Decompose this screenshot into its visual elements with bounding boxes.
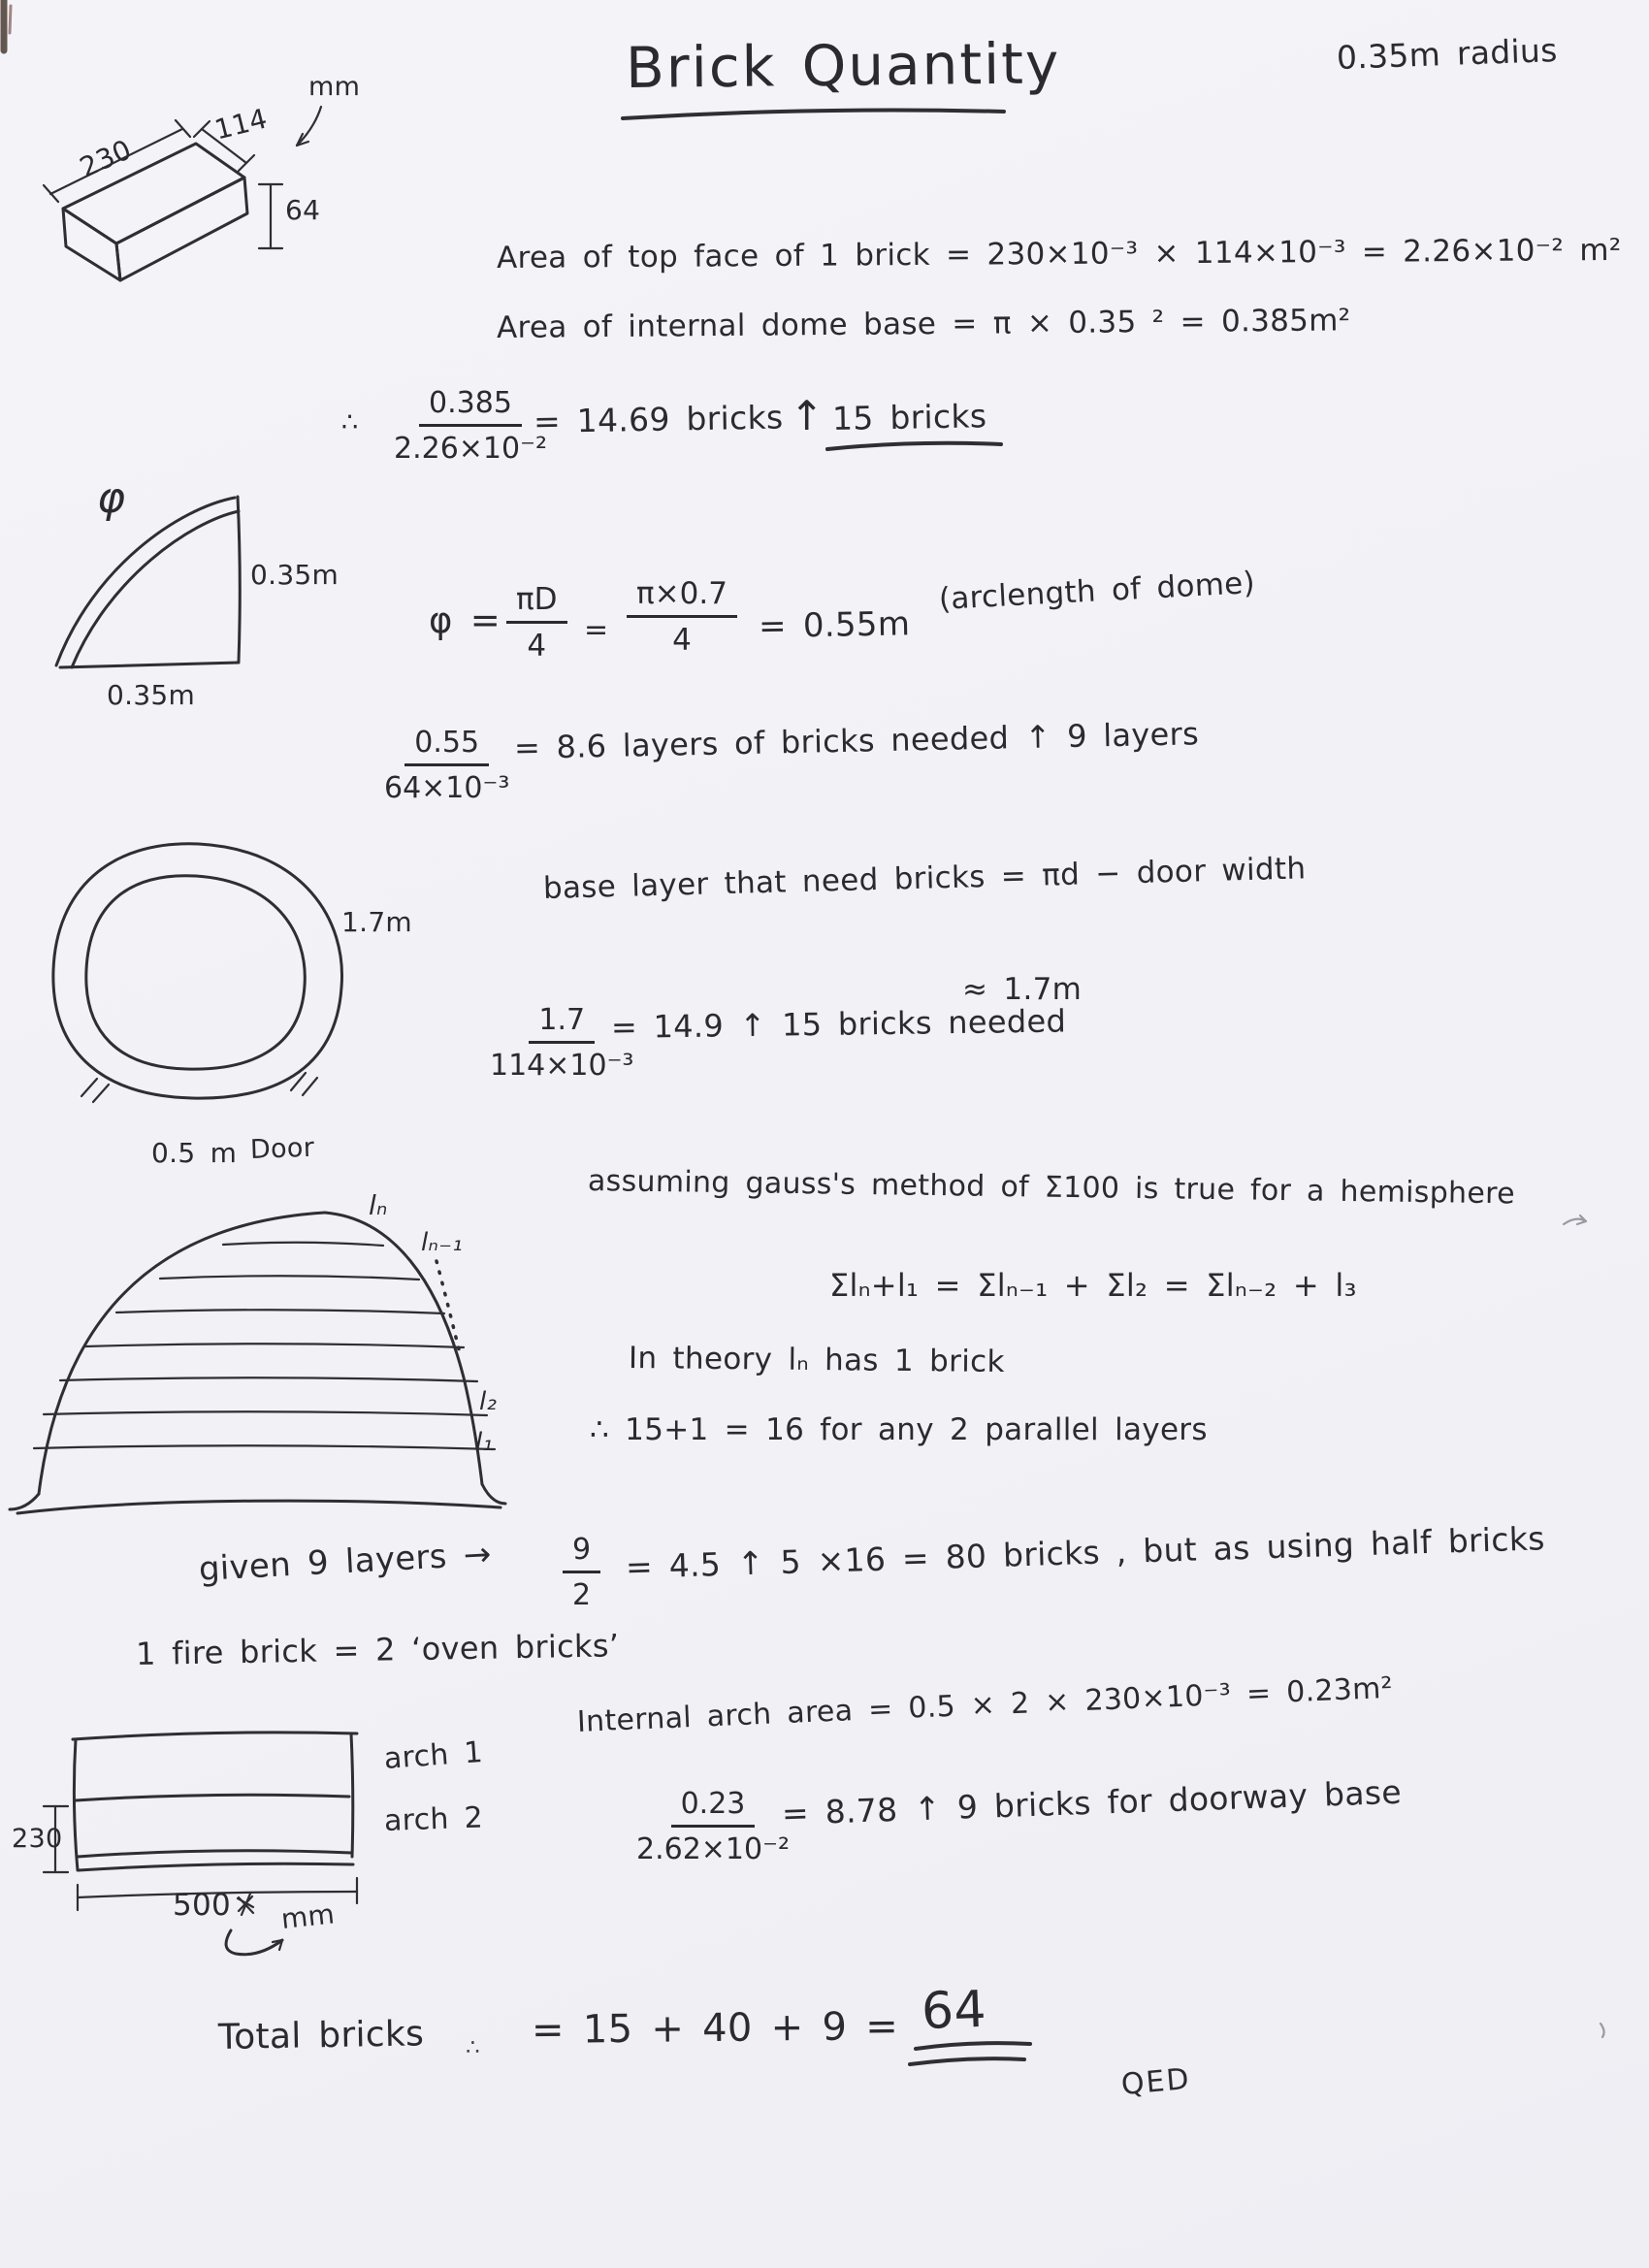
gauss-assumption-line: assuming gauss's method of Σ100 is true for a hemisphere <box>587 1164 1516 1212</box>
fraction-denominator: 2.26×10⁻² <box>394 432 547 466</box>
brick-sketch <box>44 107 321 280</box>
arch-length-label: 500 <box>173 1888 232 1923</box>
arch-depth-label: 230 <box>12 1824 63 1854</box>
fraction-denominator: 2 <box>572 1578 592 1612</box>
base-layer-value: ≈ 1.7m <box>962 972 1083 1007</box>
gauss-theory-line: In theory lₙ has 1 brick <box>628 1341 1005 1380</box>
fraction-numerator: πD <box>506 582 567 624</box>
gauss-parallel-line: ∴ 15+1 = 16 for any 2 parallel layers <box>590 1412 1208 1447</box>
therefore-symbol: ∴ <box>341 407 359 437</box>
arc-eq-lhs: φ = <box>429 599 501 641</box>
given-layers-result: = 4.5 ↑ 5 ×16 = 80 bricks , but as using half bricks <box>625 1519 1546 1586</box>
bricks-result: = 14.69 bricks <box>533 398 784 440</box>
area-dome-base-line: Area of internal dome base = π × 0.35 ² = 0.385m² <box>496 303 1351 345</box>
margin-marks <box>1564 1215 1604 2037</box>
total-sum: = 15 + 40 + 9 = <box>531 2004 899 2053</box>
bricks-fraction <box>394 386 547 466</box>
base-ring-sketch <box>53 844 342 1102</box>
base-result: = 14.9 ↑ 15 bricks needed <box>610 1002 1067 1046</box>
round-up-arrow: ↑ <box>790 392 824 439</box>
fraction-numerator: 0.55 <box>404 726 489 766</box>
dome-layers-sketch <box>10 1213 505 1513</box>
dome-ln-minus1-label: lₙ₋₁ <box>421 1228 463 1257</box>
fraction-denominator: 114×10⁻³ <box>490 1049 634 1083</box>
dome-ln-label: lₙ <box>369 1189 388 1221</box>
scan-edge-artifact <box>4 0 11 50</box>
total-label: Total bricks <box>217 2014 425 2057</box>
qed-label: QED <box>1119 2061 1192 2102</box>
arc-radius-side: 0.35m <box>250 559 340 591</box>
arch1-label: arch 1 <box>382 1734 484 1776</box>
fire-brick-line: 1 fire brick = 2 ‘oven bricks’ <box>135 1627 620 1672</box>
door-width-label: 0.5 m <box>151 1137 238 1169</box>
radius-note: 0.35m radius <box>1336 31 1559 77</box>
arc-fraction-2 <box>627 576 737 658</box>
total-underline <box>910 2043 1030 2064</box>
fraction-denominator: 2.62×10⁻² <box>636 1832 790 1866</box>
door-label: Door <box>249 1132 315 1165</box>
title-underline <box>623 111 1004 118</box>
arch-unit-label: mm <box>279 1897 337 1935</box>
fifteen-bricks-underline <box>827 443 1001 449</box>
ring-diameter-label: 1.7m <box>341 906 413 938</box>
fraction-numerator: 9 <box>563 1533 600 1573</box>
area-top-face-line: Area of top face of 1 brick = 230×10⁻³ × 114×10⁻³ = 2.26×10⁻² m² <box>496 232 1622 275</box>
arc-eq-mid: = <box>584 613 609 647</box>
gauss-sum-line: Σlₙ+l₁ = Σlₙ₋₁ + Σl₂ = Σlₙ₋₂ + l₃ <box>829 1267 1357 1304</box>
fraction-denominator: 64×10⁻³ <box>384 771 510 805</box>
arch-area-line: Internal arch area = 0.5 × 2 × 230×10⁻³ = 0.23m² <box>576 1670 1394 1739</box>
nine-halves-fraction <box>563 1533 600 1612</box>
brick-width-label: 114 <box>211 102 271 146</box>
given-layers-lead: given 9 layers → <box>197 1535 493 1589</box>
arc-fraction-1 <box>506 582 567 664</box>
fraction-numerator: π×0.7 <box>627 576 737 618</box>
fraction-numerator: 0.23 <box>671 1787 756 1828</box>
brick-length-label: 230 <box>75 133 137 184</box>
arch-result: = 8.78 ↑ 9 bricks for doorway base <box>781 1772 1403 1832</box>
total-therefore: ∴ <box>466 2035 480 2060</box>
total-result: 64 <box>920 1980 987 2041</box>
dome-l2-label: l₂ <box>479 1387 498 1416</box>
arc-radius-bottom: 0.35m <box>107 679 196 711</box>
fraction-numerator: 1.7 <box>529 1003 595 1044</box>
dome-l1-label: l₁ <box>475 1428 494 1457</box>
base-layer-line: base layer that need bricks = πd − door width <box>542 851 1307 906</box>
fraction-numerator: 0.385 <box>419 386 522 427</box>
brick-height-label: 64 <box>285 194 321 226</box>
scribble-correction <box>238 1894 253 1915</box>
arch2-label: arch 2 <box>383 1800 484 1838</box>
arch-fraction <box>636 1787 790 1866</box>
page-title: Brick Quantity <box>625 30 1061 101</box>
layers-fraction <box>384 726 509 805</box>
arc-result: = 0.55m <box>758 604 911 646</box>
quarter-arc-sketch <box>56 497 240 667</box>
layers-result: = 8.6 layers of bricks needed ↑ 9 layers <box>513 715 1200 766</box>
bricks-rounded: 15 bricks <box>831 397 987 437</box>
brick-unit-label: mm <box>308 72 361 102</box>
arc-note: (arclength of dome) <box>938 565 1256 617</box>
phi-label: φ <box>97 473 126 523</box>
fraction-denominator: 4 <box>672 623 692 658</box>
fraction-denominator: 4 <box>527 629 547 664</box>
